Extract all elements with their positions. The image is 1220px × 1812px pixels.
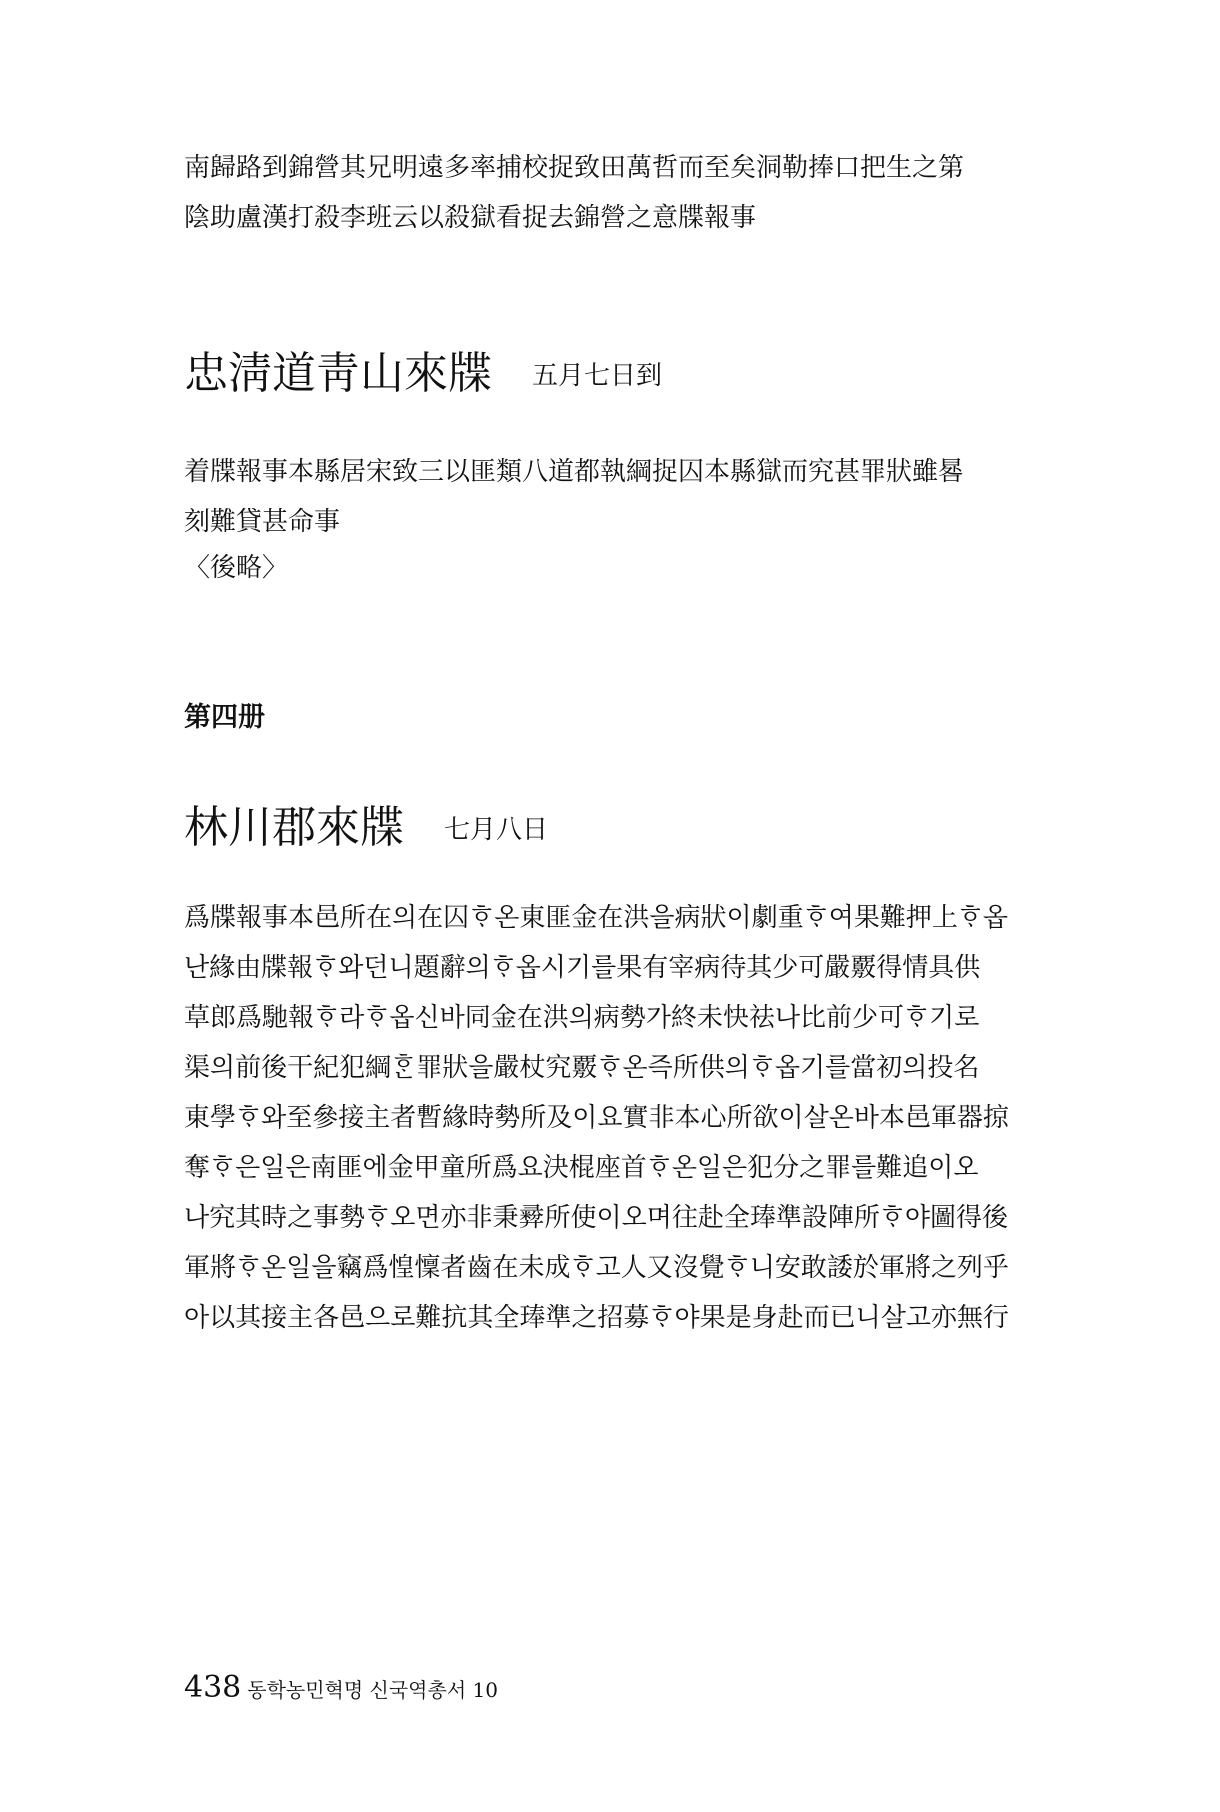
heading-title: 忠淸道靑山來牒	[184, 348, 492, 399]
heading-date: 七月八日	[444, 815, 549, 845]
paragraph-line: 奪ᄒᆞ은일은南匪에金甲童所爲요決棍座首ᄒᆞ온일은犯分之罪를難追이오	[184, 1153, 979, 1183]
section-heading	[184, 346, 662, 404]
paragraph-line: 刻難貸甚命事	[184, 507, 341, 537]
paragraph-line: 난緣由牒報ᄒᆞ와던니題辭의ᄒᆞ옵시기를果有宰病待其少可嚴覈得情具供	[184, 953, 981, 983]
paragraph-line: 軍將ᄒᆞ온일을竊爲惶懍者齒在未成ᄒᆞ고人又沒覺ᄒᆞ니安敢諉於軍將之列乎	[184, 1253, 1009, 1283]
heading-title: 林川郡來牒	[184, 802, 404, 853]
paragraph-line: 渠의前後干紀犯綱ᄒᆞᆫ罪狀을嚴杖究覈ᄒᆞ온즉所供의ᄒᆞ옵기를當初의投名	[184, 1053, 980, 1083]
paragraph-line: 草郎爲馳報ᄒᆞ라ᄒᆞ옵신바同金在洪의病勢가終未快祛나比前少可ᄒᆞ기로	[184, 1003, 980, 1033]
paragraph-line: 아以其接主各邑으로難抗其全琫準之招募ᄒᆞ야果是身赴而已니살고亦無行	[184, 1303, 1009, 1333]
section-heading	[184, 800, 548, 858]
paragraph-line: 나究其時之事勢ᄒᆞ오면亦非秉彛所使이오며往赴全琫準設陣所ᄒᆞ야圖得後	[184, 1203, 1009, 1233]
paragraph-line: 東學ᄒᆞ와至參接主者暫緣時勢所及이요實非本心所欲이살온바本邑軍器掠	[184, 1103, 1009, 1133]
book-title: 동학농민혁명 신국역총서 10	[247, 1678, 498, 1702]
heading-date: 五月七日到	[532, 361, 663, 391]
book-label: 第四册	[184, 702, 265, 733]
paragraph-line: 着牒報事本縣居宋致三以匪類八道都執綱捉囚本縣獄而究甚罪狀雖晷	[184, 457, 965, 487]
page-footer	[184, 1668, 498, 1712]
paragraph-line: 陰助盧漢打殺李班云以殺獄看捉去錦營之意牒報事	[184, 203, 757, 233]
paragraph-line: 〈後略〉	[184, 553, 289, 583]
paragraph-line: 南歸路到錦營其兄明遠多率捕校捉致田萬哲而至矣洞勒捧口把生之第	[184, 153, 965, 183]
page-number: 438	[184, 1670, 242, 1705]
paragraph-line: 爲牒報事本邑所在의在囚ᄒᆞ온東匪金在洪을病狀이劇重ᄒᆞ여果難押上ᄒᆞ옵	[184, 903, 1009, 933]
